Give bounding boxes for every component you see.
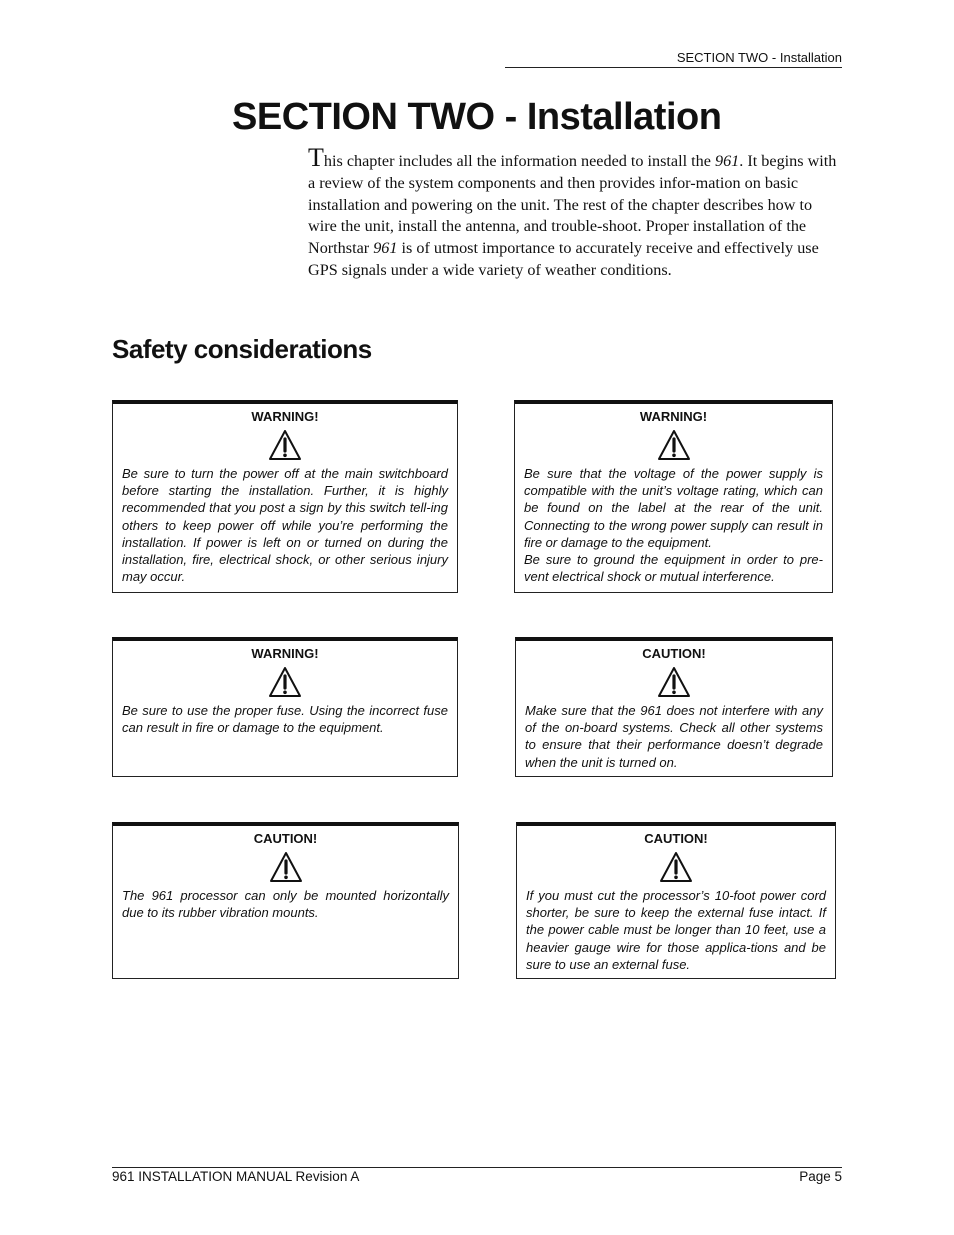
- warning-triangle-icon: [659, 851, 693, 883]
- notice-paragraph: Be sure that the voltage of the power supply is compatible with the unit’s voltage rating, which can be found on the label at the rear of the unit. Connecting to the wrong power supply can result in fire or damage to the equipment.: [524, 466, 823, 550]
- caution-box-power-cord: [516, 822, 836, 979]
- notice-paragraph: Be sure to turn the power off at the main switchboard before starting the installation. Further, it is highly recommended that you post a sign by this switch tell-ing others to keep power off while you’re performing the installation. If power is left on or turned on during the installation, fire, electrical shock, or other serious injury may occur.: [122, 466, 448, 585]
- notice-paragraph: If you must cut the processor’s 10-foot power cord shorter, be sure to keep the external fuse intact. If the power cable must be longer than 10 feet, use a heavier gauge wire for those applica-tions and be sure to use an external fuse.: [526, 888, 826, 972]
- page-title: SECTION TWO - Installation: [232, 96, 722, 138]
- running-header: SECTION TWO - Installation: [505, 50, 842, 68]
- notice-paragraph: The 961 processor can only be mounted horizontally due to its rubber vibration mounts.: [122, 888, 449, 921]
- intro-text-3: is of utmost importance to accurately receive and effectively use GPS signals under a wide variety of weather conditions.: [308, 239, 819, 279]
- notice-title: CAUTION!: [642, 646, 706, 661]
- notice-body: [526, 887, 826, 973]
- caution-box-interference: [515, 637, 833, 777]
- warning-box-fuse: [112, 637, 458, 777]
- notice-title: CAUTION!: [644, 831, 708, 846]
- notice-title: CAUTION!: [253, 831, 318, 846]
- footer-page-number: Page 5: [799, 1169, 842, 1184]
- notice-body: [122, 702, 448, 736]
- safety-heading: Safety considerations: [112, 334, 372, 364]
- notice-title: WARNING!: [251, 409, 319, 424]
- caution-box-mounting: [112, 822, 459, 979]
- intro-text-1: his chapter includes all the information needed to install the: [323, 152, 715, 170]
- warning-box-power-off: [112, 400, 458, 593]
- warning-triangle-icon: [657, 666, 691, 698]
- footer-manual-title: 961 INSTALLATION MANUAL Revision A: [112, 1169, 360, 1184]
- warning-triangle-icon: [657, 429, 691, 461]
- warning-triangle-icon: [268, 666, 302, 698]
- warning-triangle-icon: [269, 851, 303, 883]
- notice-body: [524, 465, 823, 585]
- notice-body: [122, 887, 449, 921]
- notice-paragraph: Make sure that the 961 does not interfere with any of the on-board systems. Check all other systems to ensure that their performance doesn’t degrade when the unit is turned on.: [525, 703, 823, 770]
- warning-triangle-icon: [268, 429, 302, 461]
- intro-model-1: 961: [714, 152, 740, 170]
- notice-paragraph: Be sure to ground the equipment in order to pre-vent electrical shock or mutual interference.: [524, 552, 823, 585]
- notice-body: [122, 465, 448, 585]
- intro-model-2: 961: [373, 239, 398, 258]
- intro-text-2: . It begins with a review of the system components and then provides infor-mation on basic installation and powering on the unit. The rest of the chapter describes how to wire the unit, install the antenna, and trouble-shoot. Proper installation of the Northstar: [308, 152, 837, 258]
- intro-dropcap: T: [308, 143, 324, 172]
- notice-title: WARNING!: [639, 409, 708, 424]
- running-footer: [112, 1167, 842, 1184]
- notice-body: [525, 702, 823, 771]
- warning-box-voltage: [514, 400, 833, 593]
- notice-title: WARNING!: [251, 646, 319, 661]
- intro-paragraph: [308, 143, 840, 282]
- notice-paragraph: Be sure to use the proper fuse. Using the incorrect fuse can result in fire or damage to the equipment.: [122, 703, 448, 736]
